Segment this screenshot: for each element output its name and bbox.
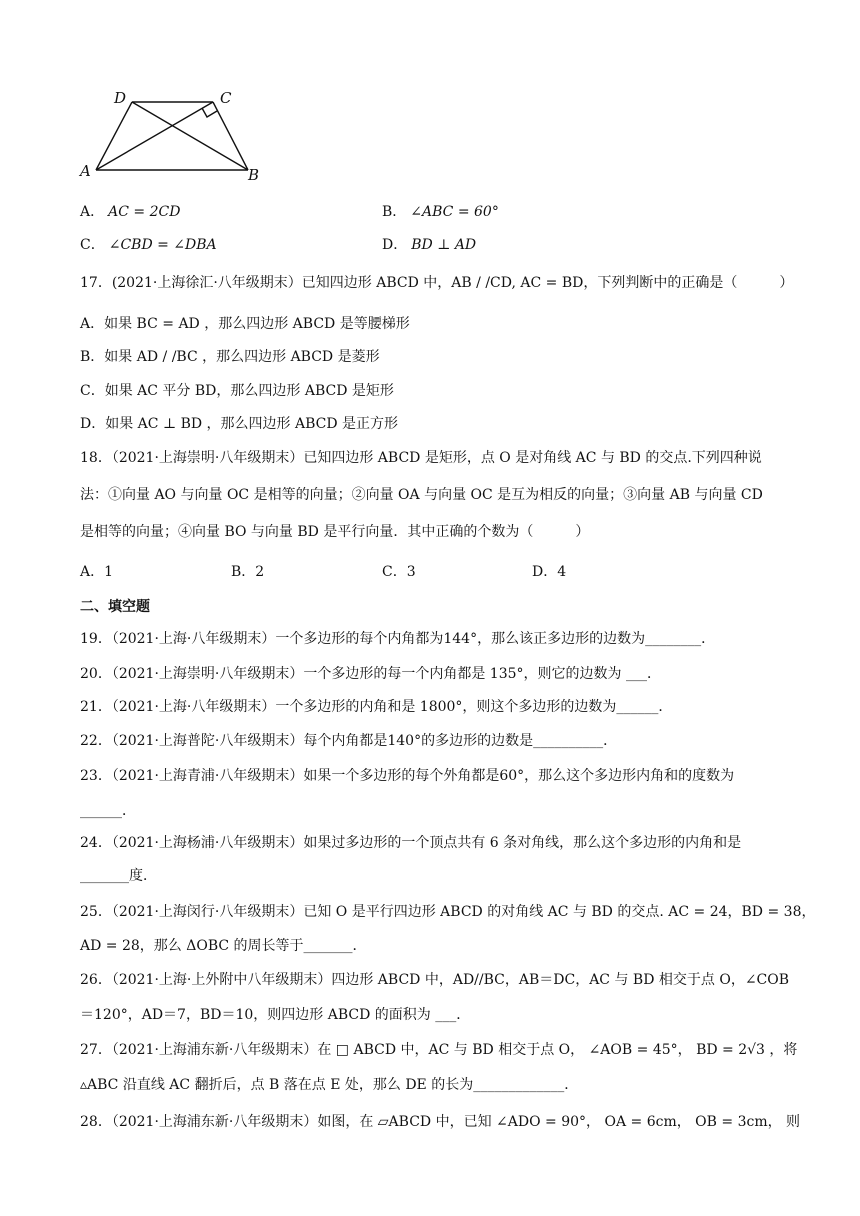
- q18-option-c: C．3: [382, 564, 416, 580]
- section-heading-fill-in: 二、填空题: [80, 599, 150, 615]
- option-letter: A．: [80, 204, 105, 220]
- option-text: BD ⊥ AD: [411, 237, 477, 253]
- q16-option-c: [80, 235, 217, 255]
- option-letter: D．: [382, 237, 408, 253]
- right-angle-mark: [202, 108, 217, 117]
- q18-option-d: D．4: [532, 564, 567, 580]
- q18-option-b: B．2: [231, 564, 265, 580]
- label-A: A: [80, 162, 91, 180]
- q23-line-2: ______．: [80, 803, 136, 819]
- label-B: B: [248, 166, 260, 184]
- q17-option-b: B．如果 AD / /BC ，那么四边形 ABCD 是菱形: [80, 349, 380, 365]
- q21: 21．（2021·上海·八年级期末）一个多边形的内角和是 1800°，则这个多边形的边数为______．: [80, 699, 673, 715]
- q28: 28．（2021·上海浦东新·八年级期末）如图，在 ▱ABCD 中，已知 ∠ADO = 90°， OA = 6cm， OB = 3cm， 则: [80, 1114, 801, 1130]
- q26-line-2: ＝120°，AD＝7，BD＝10，则四边形 ABCD 的面积为 ___．: [80, 1007, 471, 1023]
- option-text: ∠ABC = 60°: [410, 204, 499, 220]
- label-D: D: [114, 89, 127, 107]
- q18-option-a: A．1: [80, 564, 114, 580]
- trapezoid-figure: [78, 86, 278, 186]
- q16-option-b: [382, 202, 499, 222]
- q16-option-a: [80, 202, 180, 222]
- q25-line-2: AD = 28，那么 ΔOBC 的周长等于_______．: [80, 938, 367, 954]
- q22: 22．（2021·上海普陀·八年级期末）每个内角都是140°的多边形的边数是__________．: [80, 733, 618, 749]
- q19: 19．（2021·上海·八年级期末）一个多边形的每个内角都为144°，那么该正多边形的边数为________．: [80, 631, 716, 647]
- q18-line-2: 法：①向量 AO 与向量 OC 是相等的向量；②向量 OA 与向量 OC 是互为相反的向量；③向量 AB 与向量 CD: [80, 487, 763, 503]
- option-letter: B．: [382, 204, 407, 220]
- q17-option-d: D．如果 AC ⊥ BD ，那么四边形 ABCD 是正方形: [80, 416, 399, 432]
- q18-line-1: 18．（2021·上海崇明·八年级期末）已知四边形 ABCD 是矩形，点 O 是对角线 AC 与 BD 的交点.下列四种说: [80, 450, 762, 466]
- q17-option-c: C．如果 AC 平分 BD，那么四边形 ABCD 是矩形: [80, 383, 394, 399]
- option-letter: C．: [80, 237, 105, 253]
- q26-line-1: 26．（2021·上海·上外附中八年级期末）四边形 ABCD 中，AD//BC，AB＝DC，AC 与 BD 相交于点 O，∠COB: [80, 972, 790, 988]
- q24-line-2: _______度．: [80, 868, 157, 884]
- q18-line-3: 是相等的向量；④向量 BO 与向量 BD 是平行向量．其中正确的个数为（ ）: [80, 524, 590, 540]
- option-text: AC = 2CD: [108, 204, 181, 220]
- q24-line-1: 24．（2021·上海杨浦·八年级期末）如果过多边形的一个顶点共有 6 条对角线，那么这个多边形的内角和是: [80, 835, 742, 851]
- label-C: C: [220, 89, 232, 107]
- q16-option-d: [382, 235, 476, 255]
- q23-line-1: 23．（2021·上海青浦·八年级期末）如果一个多边形的每个外角都是60°，那么这个多边形内角和的度数为: [80, 768, 735, 784]
- q17-option-a: A．如果 BC = AD ，那么四边形 ABCD 是等腰梯形: [80, 316, 410, 332]
- option-text: ∠CBD = ∠DBA: [108, 237, 217, 253]
- q25-line-1: 25．（2021·上海闵行·八年级期末）已知 O 是平行四边形 ABCD 的对角线 AC 与 BD 的交点. AC = 24，BD = 38，: [80, 904, 816, 920]
- q27-line-2: ▵ABC 沿直线 AC 翻折后，点 B 落在点 E 处，那么 DE 的长为_____________．: [80, 1077, 579, 1093]
- q17-stem: 17．(2021·上海徐汇·八年级期末）已知四边形 ABCD 中，AB / /CD, AC = BD，下列判断中的正确是（ ）: [80, 275, 794, 291]
- q27-line-1: 27．（2021·上海浦东新·八年级期末）在 □ ABCD 中，AC 与 BD 相交于点 O， ∠AOB = 45°， BD = 2√3 ，将: [80, 1042, 798, 1058]
- q20: 20．（2021·上海崇明·八年级期末）一个多边形的每一个内角都是 135°，则它的边数为 ___．: [80, 666, 661, 682]
